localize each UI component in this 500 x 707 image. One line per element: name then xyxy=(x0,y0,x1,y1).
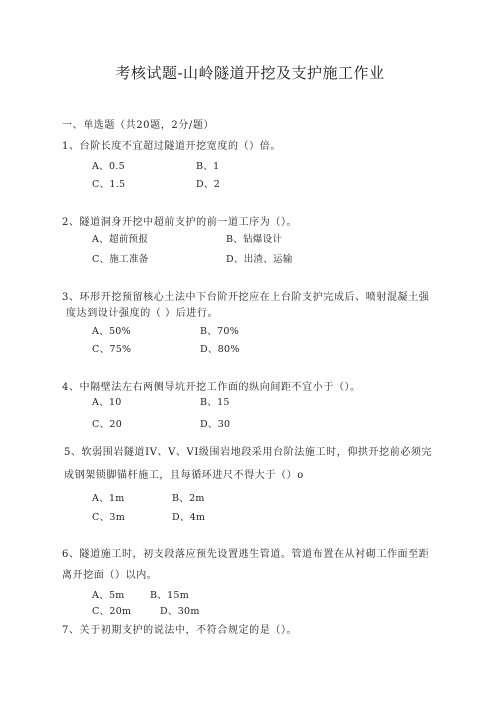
question-4-text: 4、中隔壁法左右两侧导坑开挖工作面的纵向间距不宜小于（）。 xyxy=(62,382,361,393)
question-4-option-d: D、30 xyxy=(200,419,231,430)
question-6-text-line2: 离开挖面（）以内。 xyxy=(62,570,158,581)
question-3-option-c: C、75% xyxy=(92,344,132,355)
question-2-text: 2、隧道洞身开挖中超前支护的前一道工序为（）。 xyxy=(62,217,298,228)
question-6-option-b: B、15m xyxy=(150,590,190,601)
question-7-text: 7、关于初期支护的说法中，不符合规定的是（）。 xyxy=(62,625,298,636)
question-1-option-d: D、2 xyxy=(196,179,221,190)
question-5-option-d: D、4m xyxy=(172,512,206,523)
question-5-option-c: C、3m xyxy=(92,512,126,523)
question-2-option-d: D、出渣、运输 xyxy=(226,254,293,265)
question-6-option-d: D、30m xyxy=(160,606,200,617)
section-heading: 一、单选题（共20题，2分/题） xyxy=(62,120,215,131)
question-1-option-a: A、0.5 xyxy=(92,161,125,172)
question-2-option-c: C、施工准备 xyxy=(92,254,149,265)
question-3-option-a: A、50% xyxy=(92,326,131,337)
question-2-option-b: B、钻爆设计 xyxy=(226,234,283,245)
question-3-text-line2: 度达到设计强度的（ ）后进行。 xyxy=(66,308,219,319)
question-6-option-a: A、5m xyxy=(92,590,125,601)
question-4-option-c: C、20 xyxy=(92,419,123,430)
question-1-option-c: C、1.5 xyxy=(92,179,126,190)
question-6-text-line1: 6、隧道施工时，初支段落应预先设置逃生管道。管道布置在从衬砌工作面至距 xyxy=(62,549,430,560)
question-3-option-b: B、70% xyxy=(200,326,240,337)
question-1-option-b: B、1 xyxy=(196,161,220,172)
question-4-option-b: B、15 xyxy=(200,397,230,408)
question-5-option-b: B、2m xyxy=(172,493,205,504)
question-6-option-c: C、20m xyxy=(92,606,132,617)
question-3-option-d: D、80% xyxy=(200,344,240,355)
question-5-text-line2: 成钢架锁脚锚杆施工，且每循环进尺不得大于（）o xyxy=(64,470,304,481)
question-3-text-line1: 3、环形开挖预留核心土法中下台阶开挖应在上台阶支护完成后、喷射混凝土强 xyxy=(62,292,430,303)
question-5-text-line1: 5、软弱围岩隧道IV、V、VI级围岩地段采用台阶法施工时，仰拱开挖前必须完 xyxy=(64,447,433,458)
question-1-text: 1、台阶长度不宜超过隧道开挖宽度的（）倍。 xyxy=(62,141,281,152)
question-4-option-a: A、10 xyxy=(92,397,122,408)
question-2-option-a: A、超前预报 xyxy=(92,234,149,245)
question-5-option-a: A、1m xyxy=(92,493,125,504)
page-title: 考核试题-山岭隧道开挖及支护施工作业 xyxy=(115,64,385,82)
